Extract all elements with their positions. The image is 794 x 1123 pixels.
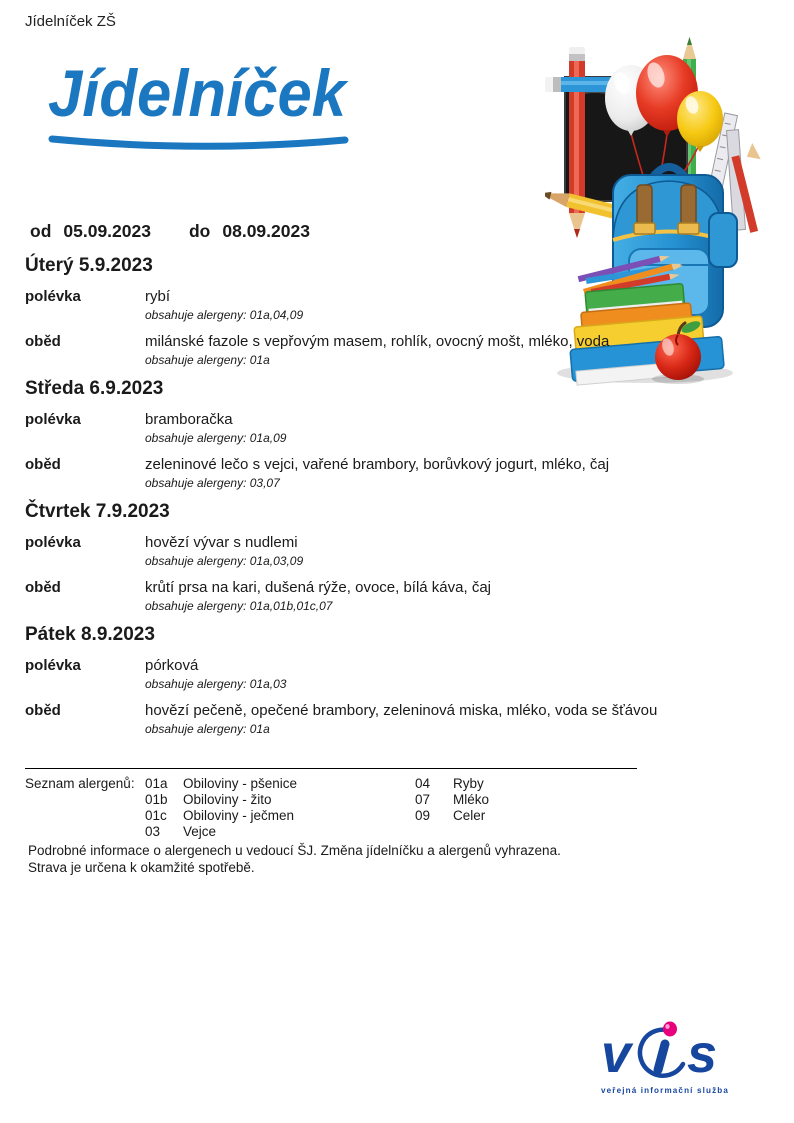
dish-text: pórková [145, 657, 199, 674]
document-title: Jídelníček ZŠ [25, 13, 116, 30]
allergen-code: 01b [145, 792, 168, 807]
jidelnicek-logo-svg [38, 36, 368, 161]
allergen-code: 09 [415, 808, 431, 823]
allergen-note: obsahuje alergeny: 01a [145, 353, 270, 367]
allergen-name: Celer [453, 808, 486, 823]
footnote-line: Podrobné informace o alergenech u vedoucí ŠJ. Změna jídelníčku a alergenů vyhrazena. [28, 843, 561, 858]
allergen-entry [415, 776, 489, 792]
vis-subtitle: veřejná informační služba [601, 1085, 729, 1095]
jidelnicek-logo [38, 36, 368, 161]
day-title: Úterý 5.9.2023 [25, 255, 153, 276]
vis-i-dot-highlight [665, 1024, 669, 1029]
course-row [25, 701, 770, 736]
logo-swoosh-underline [52, 139, 345, 146]
day-section-thursday [25, 501, 770, 613]
dish-text: milánské fazole s vepřovým masem, rohlík, ovocný mošt, mléko, voda [145, 333, 610, 350]
day-title: Středa 6.9.2023 [25, 378, 164, 399]
date-from-value: 05.09.2023 [63, 221, 151, 241]
dish-text: krůtí prsa na kari, dušená rýže, ovoce, bílá káva, čaj [145, 579, 492, 596]
allergen-entry [145, 776, 297, 792]
allergen-code: 07 [415, 792, 431, 807]
allergen-note: obsahuje alergeny: 01a,01b,01c,07 [145, 599, 333, 613]
vis-logo-svg [597, 1018, 737, 1100]
day-title: Pátek 8.9.2023 [25, 624, 155, 645]
allergen-legend-right-column [415, 776, 489, 824]
course-type-label: oběd [25, 702, 61, 719]
day-title: Čtvrtek 7.9.2023 [25, 501, 170, 522]
allergen-name: Mléko [453, 792, 490, 807]
allergen-name: Vejce [183, 824, 217, 839]
allergen-note: obsahuje alergeny: 01a,04,09 [145, 308, 304, 322]
vis-letter-v: v [601, 1024, 632, 1084]
course-type-label: oběd [25, 579, 61, 596]
dish-text: bramboračka [145, 411, 233, 428]
allergen-code: 01a [145, 776, 168, 791]
course-row [25, 287, 770, 322]
allergen-name: Obiloviny - žito [183, 792, 272, 807]
logo-text: Jídelníček [48, 56, 350, 130]
footnotes [28, 843, 561, 876]
course-row [25, 656, 770, 691]
day-section-friday [25, 624, 770, 736]
footnote-line: Strava je určena k okamžité spotřebě. [28, 859, 255, 875]
course-row [25, 533, 770, 568]
dish-text: hovězí pečeně, opečené brambory, zeleninová miska, mléko, voda se šťávou [145, 702, 658, 719]
vis-i-glyph [658, 1044, 665, 1070]
course-row [25, 578, 770, 613]
allergen-entry [145, 808, 297, 824]
bag-strap-right [678, 185, 699, 234]
menu-days [25, 255, 770, 747]
allergen-note: obsahuje alergeny: 01a,09 [145, 431, 287, 445]
day-section-tuesday [25, 255, 770, 367]
allergen-note: obsahuje alergeny: 01a [145, 722, 270, 736]
allergen-entry [145, 824, 297, 840]
date-to-label: do [188, 221, 211, 241]
course-type-label: polévka [25, 411, 81, 428]
vis-i-dot [663, 1022, 677, 1037]
course-row [25, 410, 770, 445]
course-type-label: oběd [25, 333, 61, 350]
date-range [30, 221, 310, 242]
course-type-label: polévka [25, 288, 81, 305]
allergen-code: 01c [145, 808, 167, 823]
vis-letter-s: s [687, 1024, 718, 1084]
allergen-name: Obiloviny - ječmen [183, 808, 295, 823]
allergen-note: obsahuje alergeny: 03,07 [145, 476, 280, 490]
date-from-label: od [30, 221, 52, 241]
allergen-entry [415, 792, 489, 808]
date-to-value: 08.09.2023 [222, 221, 310, 241]
allergen-legend-left-column [145, 776, 297, 840]
dish-text: zeleninové lečo s vejci, vařené brambory, borůvkový jogurt, mléko, čaj [145, 456, 610, 473]
course-row [25, 455, 770, 490]
allergen-note: obsahuje alergeny: 01a,03 [145, 677, 287, 691]
course-row [25, 332, 770, 367]
allergen-code: 04 [415, 776, 431, 791]
course-type-label: oběd [25, 456, 61, 473]
course-type-label: polévka [25, 534, 81, 551]
vis-logo [597, 1018, 737, 1100]
allergen-code: 03 [145, 824, 161, 839]
allergen-entry [415, 808, 489, 824]
allergen-legend-label: Seznam alergenů: [25, 776, 135, 791]
bag-strap-left [634, 185, 655, 234]
divider-line [25, 768, 637, 769]
allergen-note: obsahuje alergeny: 01a,03,09 [145, 554, 304, 568]
allergen-name: Obiloviny - pšenice [183, 776, 298, 791]
dish-text: rybí [145, 288, 171, 305]
allergen-entry [145, 792, 297, 808]
allergen-name: Ryby [453, 776, 484, 791]
course-type-label: polévka [25, 657, 81, 674]
day-section-wednesday [25, 378, 770, 490]
dish-text: hovězí vývar s nudlemi [145, 534, 298, 551]
